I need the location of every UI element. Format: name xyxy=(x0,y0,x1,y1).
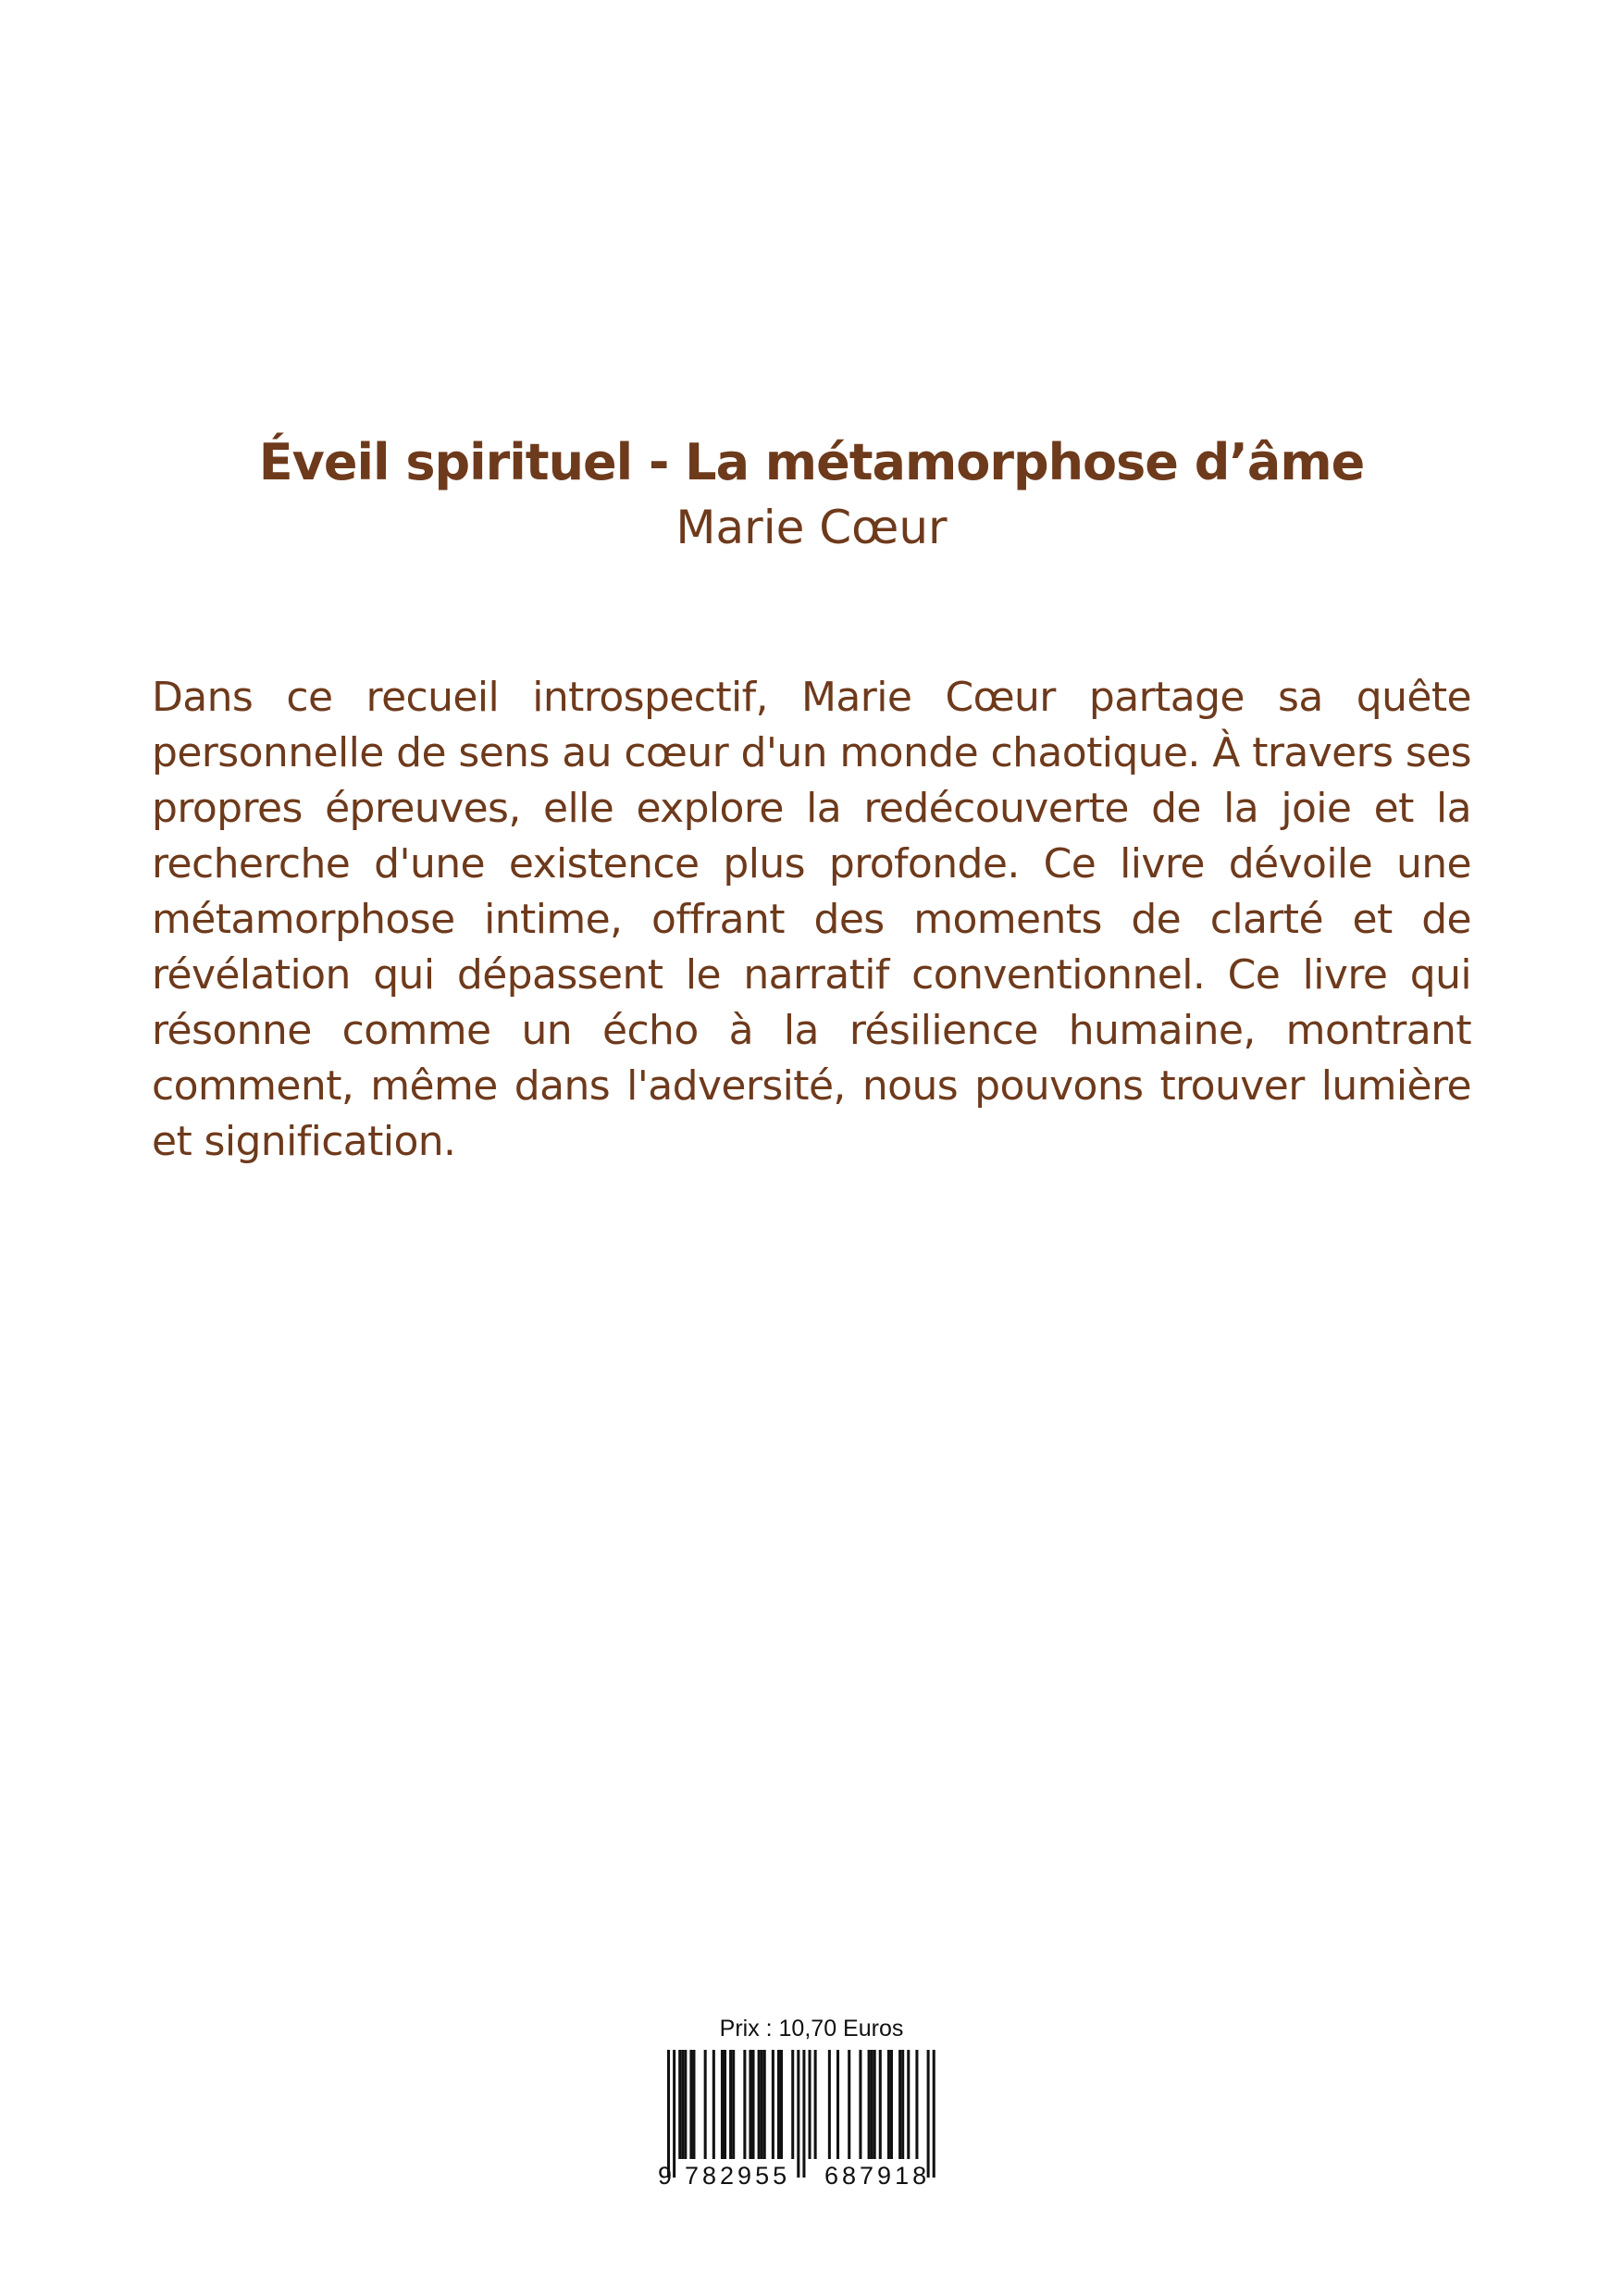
barcode-bar xyxy=(752,2050,755,2159)
barcode-right-group: 687918 xyxy=(824,2162,931,2190)
barcode-guard-bar xyxy=(673,2050,675,2178)
barcode-bar xyxy=(791,2050,794,2159)
price-label: Prix : 10,70 Euros xyxy=(719,2016,904,2042)
barcode-bar xyxy=(848,2050,850,2159)
barcode-bar xyxy=(879,2050,882,2159)
barcode-bar xyxy=(729,2050,732,2159)
book-author: Marie Cœur xyxy=(675,501,948,554)
barcode-bar xyxy=(749,2050,751,2159)
barcode-guard-bar xyxy=(667,2050,670,2178)
barcode-bar xyxy=(724,2050,726,2159)
barcode-bar xyxy=(898,2050,901,2159)
barcode-bar xyxy=(763,2050,766,2159)
barcode-bar xyxy=(689,2050,692,2159)
barcode-bar xyxy=(712,2050,715,2159)
barcode-guard-bar xyxy=(933,2050,935,2178)
barcode-guard-bar xyxy=(802,2050,805,2178)
barcode-bar xyxy=(681,2050,684,2159)
barcode-bar xyxy=(890,2050,893,2159)
barcode-bar xyxy=(704,2050,707,2159)
barcode-bar xyxy=(777,2050,780,2159)
barcode-bar xyxy=(814,2050,817,2159)
barcode-bar xyxy=(859,2050,861,2159)
barcode-bar xyxy=(758,2050,761,2159)
barcode-bar xyxy=(871,2050,873,2159)
barcode-bar xyxy=(684,2050,687,2159)
barcode-guard-bar xyxy=(927,2050,930,2178)
barcode-bar xyxy=(772,2050,774,2159)
barcode-bar xyxy=(901,2050,904,2159)
barcode-bar xyxy=(836,2050,839,2159)
barcode-bar xyxy=(692,2050,695,2159)
barcode-bar xyxy=(761,2050,763,2159)
book-summary: Dans ce recueil introspectif, Marie Cœur partage sa quête personnelle de sens au cœur d'un monde chaotique. À travers ses propres épreuves, elle explore la redécouverte de la joie et la recherche d'une existence plus profonde. Ce livre dévoile une métamorphose intime, offrant des moments de clarté et de révélation qui dépassent le narratif conventionnel. Ce livre qui résonne comme un écho à la résilience humaine, montrant comment, même dans l'adversité, nous pouvons trouver lumière et signification. xyxy=(152,674,1471,1165)
barcode-left-group: 782955 xyxy=(685,2162,791,2190)
barcode-bar xyxy=(732,2050,735,2159)
barcode-bar xyxy=(828,2050,831,2159)
barcode-bar xyxy=(873,2050,876,2159)
barcode-bar xyxy=(780,2050,783,2159)
barcode-first-digit: 9 xyxy=(658,2162,673,2190)
barcode-bar xyxy=(915,2050,918,2159)
barcode-bar xyxy=(743,2050,746,2159)
barcode-guard-bar xyxy=(797,2050,799,2178)
barcode-bar xyxy=(868,2050,871,2159)
barcode-bar xyxy=(887,2050,890,2159)
barcode-bar xyxy=(907,2050,910,2159)
barcode-bar xyxy=(721,2050,724,2159)
barcode-bar xyxy=(809,2050,812,2159)
book-title: Éveil spirituel - La métamorphose d’âme xyxy=(258,433,1365,491)
barcode-bar xyxy=(678,2050,681,2159)
